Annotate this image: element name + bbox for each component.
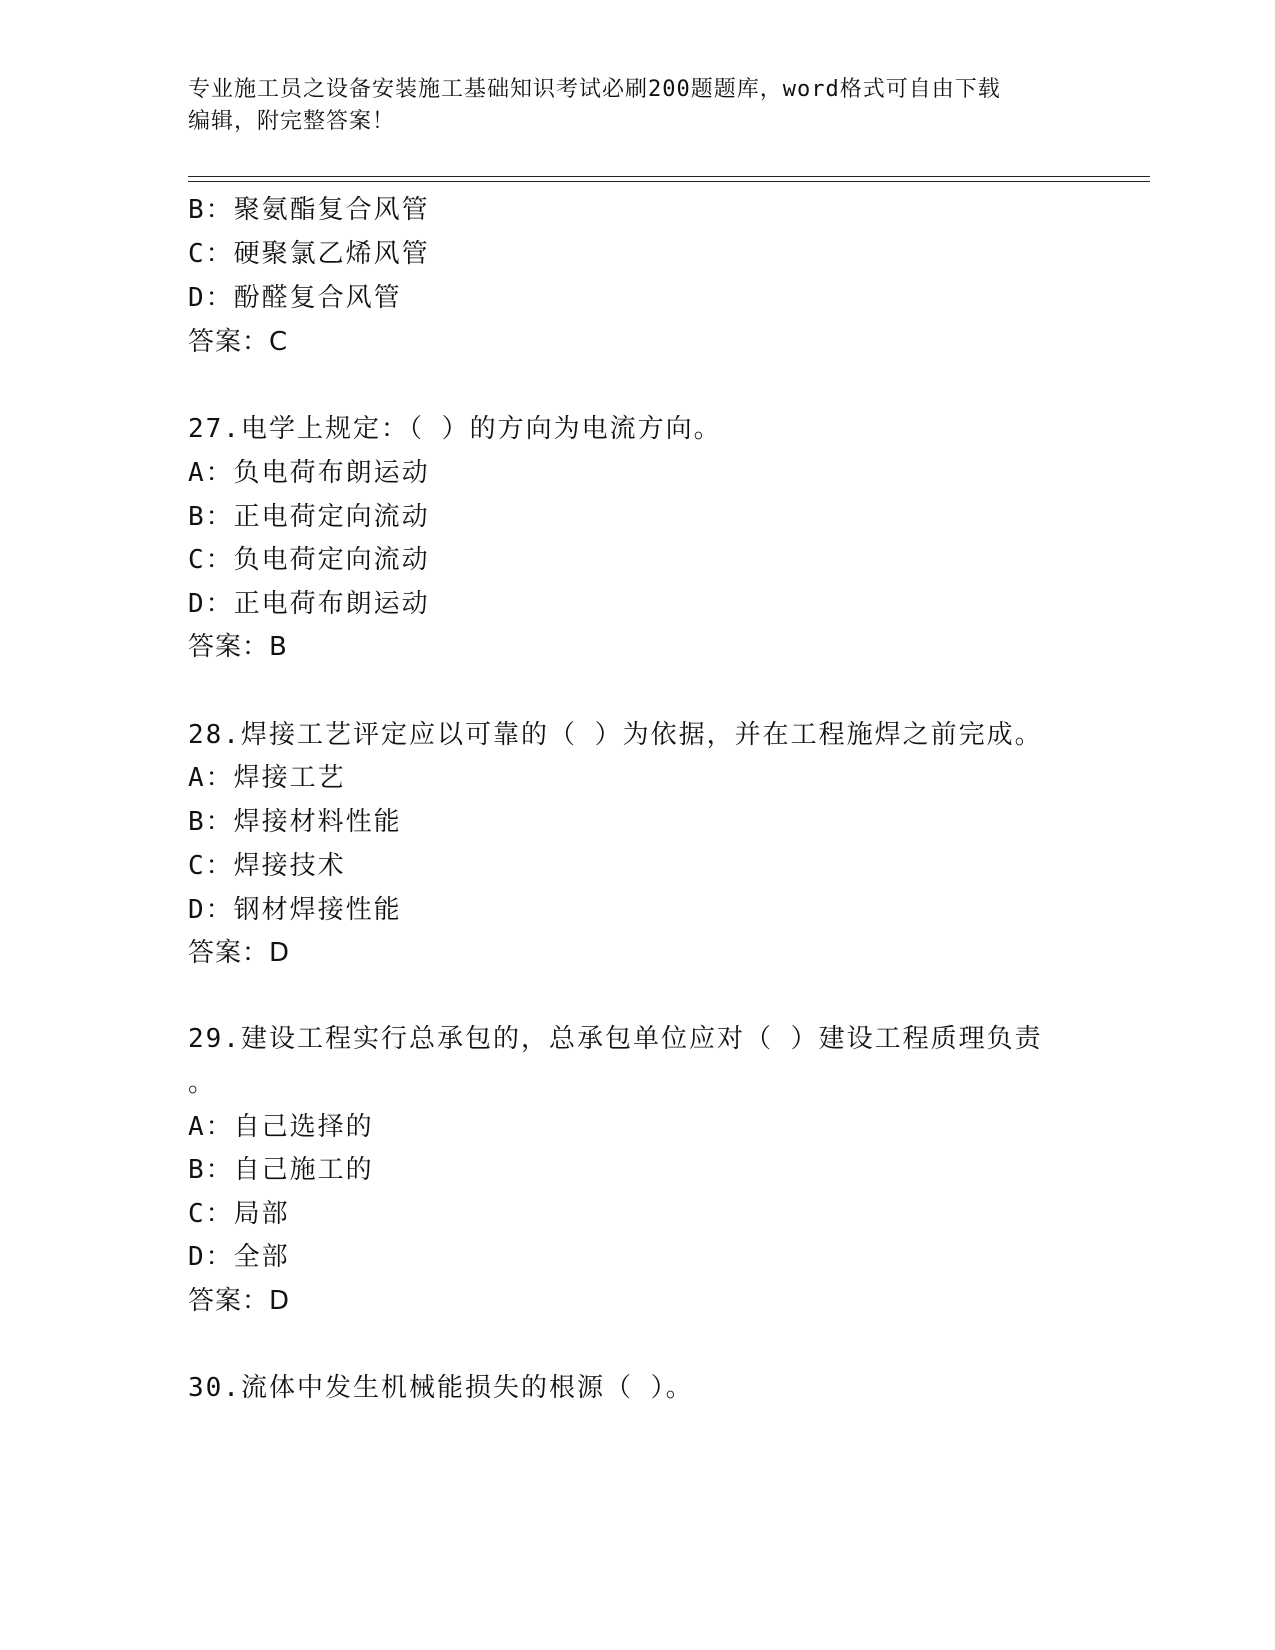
q26-option-b: B：聚氨酯复合风管 bbox=[188, 195, 430, 225]
q26-option-d: D：酚醛复合风管 bbox=[188, 283, 402, 313]
q28-option-d: D：钢材焊接性能 bbox=[188, 895, 402, 925]
q29-option-d: D：全部 bbox=[188, 1242, 290, 1272]
q29-question-line-2: 。 bbox=[188, 1068, 217, 1098]
q27-option-d: D：正电荷布朗运动 bbox=[188, 589, 430, 619]
q28-answer: 答案：D bbox=[188, 938, 291, 968]
q27-answer: 答案：B bbox=[188, 632, 288, 662]
q27-question: 27.电学上规定：（ ）的方向为电流方向。 bbox=[188, 414, 722, 444]
q29-option-b: B：自己施工的 bbox=[188, 1155, 374, 1185]
header-rule-top bbox=[188, 176, 1150, 177]
q28-option-b: B：焊接材料性能 bbox=[188, 807, 402, 837]
q28-option-a: A：焊接工艺 bbox=[188, 763, 346, 793]
q28-option-c: C：焊接技术 bbox=[188, 851, 346, 881]
document-header bbox=[188, 74, 1068, 138]
header-rule-bottom bbox=[188, 181, 1150, 182]
q30-question: 30.流体中发生机械能损失的根源（ ）。 bbox=[188, 1373, 694, 1403]
header-title-line-1: 专业施工员之设备安装施工基础知识考试必刷200题题库，word格式可自由下载 bbox=[188, 77, 1001, 102]
q26-answer: 答案：C bbox=[188, 327, 289, 357]
q29-answer: 答案：D bbox=[188, 1286, 291, 1316]
q27-option-c: C：负电荷定向流动 bbox=[188, 545, 430, 575]
q29-question-line-1: 29.建设工程实行总承包的，总承包单位应对（ ）建设工程质理负责 bbox=[188, 1024, 1043, 1054]
q29-option-c: C：局部 bbox=[188, 1199, 290, 1229]
q26-option-c: C：硬聚氯乙烯风管 bbox=[188, 239, 430, 269]
q28-question: 28.焊接工艺评定应以可靠的（ ）为依据，并在工程施焊之前完成。 bbox=[188, 720, 1043, 750]
q29-option-a: A：自己选择的 bbox=[188, 1112, 374, 1142]
header-title-line-2: 编辑，附完整答案！ bbox=[188, 109, 396, 134]
q27-option-a: A：负电荷布朗运动 bbox=[188, 458, 430, 488]
q27-option-b: B：正电荷定向流动 bbox=[188, 502, 430, 532]
